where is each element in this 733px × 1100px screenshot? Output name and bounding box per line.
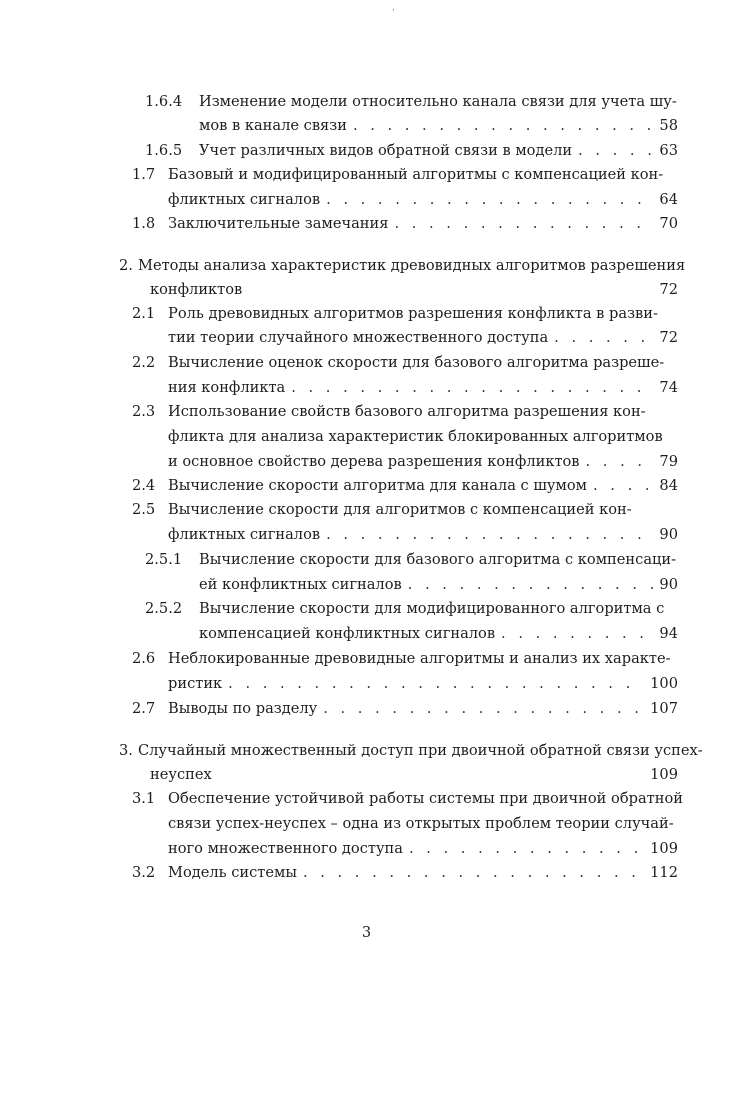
chapter-number: 2. bbox=[119, 257, 133, 274]
chapter-title-line: Случайный множественный доступ при двоичной обратной связи успех- bbox=[138, 742, 703, 759]
dot-leader bbox=[353, 115, 653, 137]
page-ref: 90 bbox=[659, 576, 678, 593]
section-number: 2.7 bbox=[132, 700, 156, 717]
dot-leader bbox=[326, 189, 653, 211]
section-number: 2.1 bbox=[132, 305, 156, 322]
section-title-line: Обеспечение устойчивой работы системы при двоичной обратной bbox=[168, 790, 683, 807]
section-number: 2.2 bbox=[132, 354, 156, 371]
section-title-line: Изменение модели относительно канала связи для учета шу- bbox=[199, 93, 677, 110]
section-title-line: Вычисление скорости алгоритма для канала с шумом bbox=[168, 477, 588, 494]
chapter-title-line: неуспех bbox=[150, 766, 212, 783]
page-ref: 74 bbox=[659, 379, 678, 396]
page-ref: 72 bbox=[659, 281, 678, 298]
section-title-line: Модель системы bbox=[168, 864, 297, 881]
section-title-line: Неблокированные древовидные алгоритмы и анализ их характе- bbox=[168, 650, 671, 667]
section-title-line: Вычисление оценок скорости для базового алгоритма разреше- bbox=[168, 354, 665, 371]
chapter-number: 3. bbox=[119, 742, 133, 759]
section-title-line: фликтных сигналов bbox=[168, 191, 321, 208]
page-ref: 72 bbox=[659, 329, 678, 346]
section-number: 2.3 bbox=[132, 403, 156, 420]
dot-leader bbox=[291, 377, 653, 399]
section-number: 2.4 bbox=[132, 477, 156, 494]
dot-leader bbox=[323, 698, 644, 720]
section-title-line: Использование свойств базового алгоритма разрешения кон- bbox=[168, 403, 646, 420]
dot-leader bbox=[409, 838, 644, 860]
section-title-line: Заключительные замечания bbox=[168, 215, 389, 232]
dot-leader bbox=[394, 213, 653, 235]
section-title-line: и основное свойство дерева разрешения конфликтов bbox=[168, 453, 580, 470]
section-number: 3.2 bbox=[132, 864, 156, 881]
chapter-title-line: конфликтов bbox=[150, 281, 243, 298]
page-ref: 90 bbox=[659, 526, 678, 543]
section-title-line: Вычисление скорости для модифицированного алгоритма с bbox=[199, 600, 665, 617]
section-title-line: ного множественного доступа bbox=[168, 840, 403, 857]
page-ref: 58 bbox=[659, 117, 678, 134]
page-number: 3 bbox=[361, 924, 372, 941]
section-number: 1.6.5 bbox=[145, 142, 183, 159]
page-ref: 109 bbox=[650, 840, 678, 857]
top-mark: · bbox=[392, 6, 395, 16]
page-ref: 109 bbox=[650, 766, 678, 783]
section-number: 2.5.1 bbox=[145, 551, 183, 568]
section-title-line: ния конфликта bbox=[168, 379, 286, 396]
dot-leader bbox=[228, 673, 644, 695]
section-number: 1.8 bbox=[132, 215, 156, 232]
section-title-line: тии теории случайного множественного доступа bbox=[168, 329, 549, 346]
dot-leader bbox=[326, 524, 653, 546]
dot-leader bbox=[303, 862, 644, 884]
page-ref: 107 bbox=[650, 700, 678, 717]
section-title-line: мов в канале связи bbox=[199, 117, 347, 134]
dot-leader bbox=[554, 327, 653, 349]
section-number: 2.5.2 bbox=[145, 600, 183, 617]
section-number: 2.5 bbox=[132, 501, 156, 518]
section-title-line: Базовый и модифицированный алгоритмы с компенсацией кон- bbox=[168, 166, 664, 183]
dot-leader bbox=[593, 475, 653, 497]
page-ref: 100 bbox=[650, 675, 678, 692]
page-ref: 64 bbox=[659, 191, 678, 208]
dot-leader bbox=[586, 451, 654, 473]
section-title-line: Вычисление скорости для базового алгоритма с компенсаци- bbox=[199, 551, 677, 568]
dot-leader bbox=[408, 574, 654, 596]
page-ref: 63 bbox=[659, 142, 678, 159]
section-title-line: ей конфликтных сигналов bbox=[199, 576, 402, 593]
section-number: 1.6.4 bbox=[145, 93, 183, 110]
section-title-line: Вычисление скорости для алгоритмов с компенсацией кон- bbox=[168, 501, 632, 518]
page-ref: 84 bbox=[659, 477, 678, 494]
section-title-line: Учет различных видов обратной связи в модели bbox=[199, 142, 573, 159]
page-ref: 112 bbox=[650, 864, 678, 881]
section-number: 3.1 bbox=[132, 790, 156, 807]
section-number: 2.6 bbox=[132, 650, 156, 667]
section-title-line: компенсацией конфликтных сигналов bbox=[199, 625, 496, 642]
page-ref: 70 bbox=[659, 215, 678, 232]
section-title-line: ристик bbox=[168, 675, 223, 692]
section-title-line: Роль древовидных алгоритмов разрешения конфликта в разви- bbox=[168, 305, 658, 322]
dot-leader bbox=[578, 140, 653, 162]
page-ref: 94 bbox=[659, 625, 678, 642]
dot-leader bbox=[501, 623, 653, 645]
section-title-line: связи успех-неуспех – одна из открытых проблем теории случай- bbox=[168, 815, 674, 832]
section-number: 1.7 bbox=[132, 166, 156, 183]
section-title-line: фликтных сигналов bbox=[168, 526, 321, 543]
section-title-line: Выводы по разделу bbox=[168, 700, 318, 717]
section-title-line: фликта для анализа характеристик блокированных алгоритмов bbox=[168, 428, 663, 445]
page-ref: 79 bbox=[659, 453, 678, 470]
chapter-title-line: Методы анализа характеристик древовидных алгоритмов разрешения bbox=[138, 257, 686, 274]
